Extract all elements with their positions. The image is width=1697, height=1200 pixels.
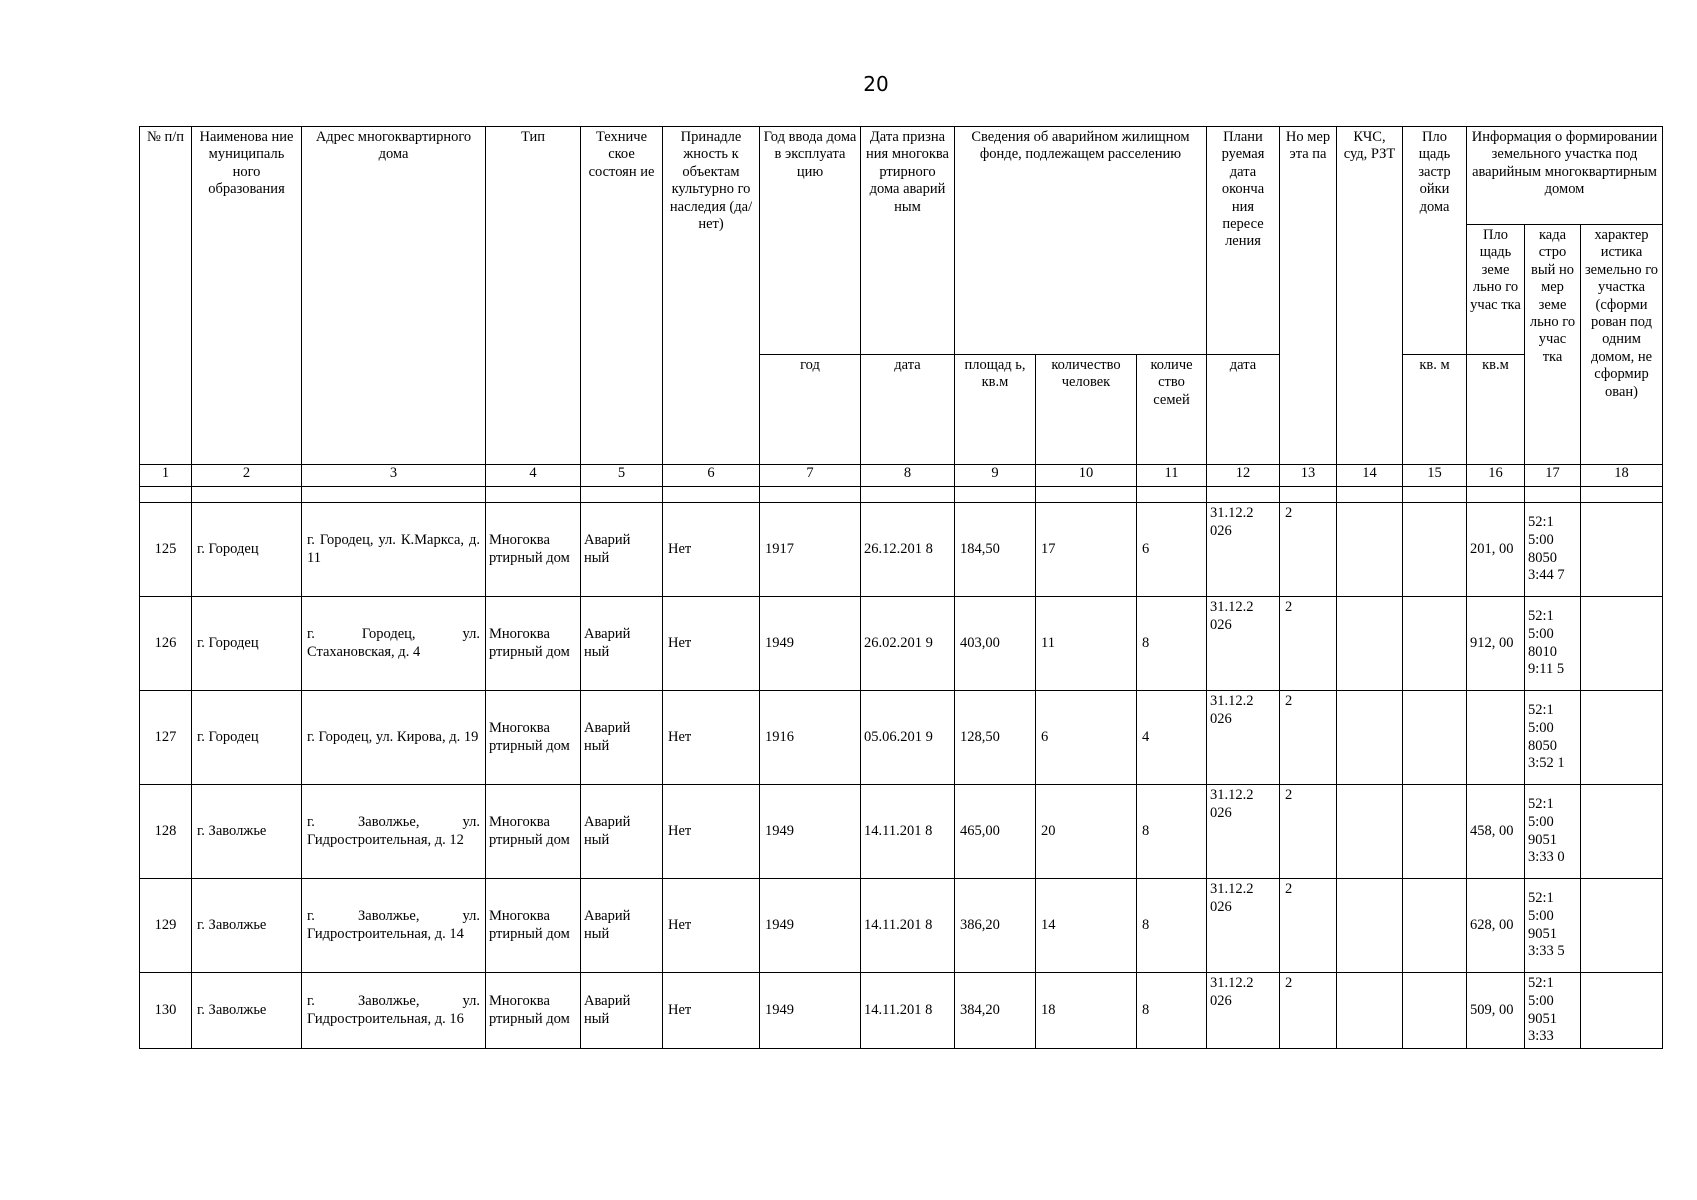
cell-technical-state: Аварий ный [581, 503, 663, 597]
spacer-row [140, 487, 1663, 503]
cell-cadastral-number: 52:1 5:00 9051 3:33 [1525, 973, 1581, 1049]
cell-kchs-value [1337, 597, 1403, 691]
cell-stage-number: 2 [1280, 785, 1337, 879]
cell-address: г. Городец, ул. Кирова, д. 19 [302, 691, 486, 785]
header-number: № п/п [140, 127, 192, 465]
cell-build-area [1403, 503, 1467, 597]
table-row [140, 597, 1663, 691]
cell-housing-area: 403,00 [955, 597, 1036, 691]
header-families-sub: количе ство семей [1137, 355, 1207, 465]
column-number: 4 [486, 465, 581, 487]
cell-commission-year: 1916 [760, 691, 861, 785]
cell-planned-date: 31.12.2 026 [1207, 973, 1280, 1049]
cell-row-number: 130 [140, 973, 192, 1049]
cell-stage-number: 2 [1280, 503, 1337, 597]
cell-commission-year: 1949 [760, 879, 861, 973]
cell-commission-year: 1949 [760, 973, 861, 1049]
column-number: 18 [1581, 465, 1663, 487]
cell-build-area [1403, 785, 1467, 879]
header-land-info: Информация о формировании земельного участка под аварийным многоквартирным домом [1467, 127, 1663, 225]
header-planned-date-sub: дата [1207, 355, 1280, 465]
cell-land-characteristic [1581, 879, 1663, 973]
cell-people-count: 14 [1036, 879, 1137, 973]
cell-technical-state: Аварий ный [581, 597, 663, 691]
cell-land-characteristic [1581, 597, 1663, 691]
header-land-area: Пло щадь земе льно го учас тка [1467, 225, 1525, 355]
cell-emergency-date: 14.11.201 8 [861, 785, 955, 879]
cell-land-area: 912, 00 [1467, 597, 1525, 691]
table-row [140, 691, 1663, 785]
cell-municipality: г. Заволжье [192, 973, 302, 1049]
cell-planned-date: 31.12.2 026 [1207, 597, 1280, 691]
cell-stage-number: 2 [1280, 597, 1337, 691]
column-number: 13 [1280, 465, 1337, 487]
cell-building-type: Многоква ртирный дом [486, 691, 581, 785]
header-land-characteristic: характер истика земельно го участка (сформи рован под одним домом, не сформир ован) [1581, 225, 1663, 465]
header-year-sub: год [760, 355, 861, 465]
cell-heritage-flag: Нет [663, 785, 760, 879]
header-planned-date: Плани руемая дата оконча ния пересе ления [1207, 127, 1280, 355]
cell-address: г. Заволжье, ул. Гидростроительная, д. 16 [302, 973, 486, 1049]
table-row [140, 973, 1663, 1049]
header-people-sub: количество человек [1036, 355, 1137, 465]
cell-building-type: Многоква ртирный дом [486, 597, 581, 691]
cell-cadastral-number: 52:1 5:00 9051 3:33 5 [1525, 879, 1581, 973]
column-number: 17 [1525, 465, 1581, 487]
header-emergency-fund: Сведения об аварийном жилищном фонде, подлежащем расселению [955, 127, 1207, 355]
cell-land-area: 201, 00 [1467, 503, 1525, 597]
cell-build-area [1403, 597, 1467, 691]
column-number: 9 [955, 465, 1036, 487]
cell-municipality: г. Городец [192, 503, 302, 597]
column-number: 12 [1207, 465, 1280, 487]
cell-building-type: Многоква ртирный дом [486, 973, 581, 1049]
cell-row-number: 127 [140, 691, 192, 785]
emergency-housing-table [139, 126, 1663, 1049]
column-number: 11 [1137, 465, 1207, 487]
cell-family-count: 6 [1137, 503, 1207, 597]
column-number: 1 [140, 465, 192, 487]
cell-build-area [1403, 879, 1467, 973]
cell-emergency-date: 14.11.201 8 [861, 973, 955, 1049]
cell-people-count: 20 [1036, 785, 1137, 879]
cell-heritage-flag: Нет [663, 597, 760, 691]
cell-municipality: г. Заволжье [192, 879, 302, 973]
cell-build-area [1403, 691, 1467, 785]
cell-family-count: 8 [1137, 973, 1207, 1049]
cell-municipality: г. Городец [192, 597, 302, 691]
column-number-row [140, 465, 1663, 487]
cell-building-type: Многоква ртирный дом [486, 879, 581, 973]
cell-row-number: 125 [140, 503, 192, 597]
header-emergency-date: Дата призна ния многоква ртирного дома аварий ным [861, 127, 955, 355]
cell-kchs-value [1337, 503, 1403, 597]
column-number: 10 [1036, 465, 1137, 487]
cell-row-number: 128 [140, 785, 192, 879]
cell-emergency-date: 05.06.201 9 [861, 691, 955, 785]
header-land-area-sub: кв.м [1467, 355, 1525, 465]
cell-row-number: 126 [140, 597, 192, 691]
column-number: 8 [861, 465, 955, 487]
table-row [140, 785, 1663, 879]
cell-building-type: Многоква ртирный дом [486, 503, 581, 597]
cell-technical-state: Аварий ный [581, 879, 663, 973]
column-number: 16 [1467, 465, 1525, 487]
column-number: 14 [1337, 465, 1403, 487]
cell-building-type: Многоква ртирный дом [486, 785, 581, 879]
cell-people-count: 11 [1036, 597, 1137, 691]
cell-address: г. Заволжье, ул. Гидростроительная, д. 14 [302, 879, 486, 973]
cell-cadastral-number: 52:1 5:00 8050 3:52 1 [1525, 691, 1581, 785]
cell-technical-state: Аварий ный [581, 691, 663, 785]
cell-stage-number: 2 [1280, 879, 1337, 973]
cell-family-count: 4 [1137, 691, 1207, 785]
cell-planned-date: 31.12.2 026 [1207, 691, 1280, 785]
cell-address: г. Заволжье, ул. Гидростроительная, д. 12 [302, 785, 486, 879]
cell-planned-date: 31.12.2 026 [1207, 503, 1280, 597]
cell-people-count: 17 [1036, 503, 1137, 597]
cell-heritage-flag: Нет [663, 691, 760, 785]
cell-commission-year: 1917 [760, 503, 861, 597]
header-commission-year: Год ввода дома в эксплуата цию [760, 127, 861, 355]
cell-technical-state: Аварий ный [581, 785, 663, 879]
cell-housing-area: 384,20 [955, 973, 1036, 1049]
cell-housing-area: 386,20 [955, 879, 1036, 973]
cell-family-count: 8 [1137, 597, 1207, 691]
header-address: Адрес многоквартирного дома [302, 127, 486, 465]
cell-emergency-date: 26.02.201 9 [861, 597, 955, 691]
cell-build-area [1403, 973, 1467, 1049]
cell-technical-state: Аварий ный [581, 973, 663, 1049]
header-type: Тип [486, 127, 581, 465]
cell-municipality: г. Городец [192, 691, 302, 785]
table-row [140, 503, 1663, 597]
cell-land-area: 458, 00 [1467, 785, 1525, 879]
table-row [140, 879, 1663, 973]
cell-heritage-flag: Нет [663, 879, 760, 973]
cell-land-characteristic [1581, 503, 1663, 597]
cell-commission-year: 1949 [760, 785, 861, 879]
cell-land-area: 509, 00 [1467, 973, 1525, 1049]
cell-cadastral-number: 52:1 5:00 8010 9:11 5 [1525, 597, 1581, 691]
header-stage-number: Но мер эта па [1280, 127, 1337, 465]
cell-housing-area: 184,50 [955, 503, 1036, 597]
header-technical-state: Техниче ское состоян ие [581, 127, 663, 465]
cell-commission-year: 1949 [760, 597, 861, 691]
cell-land-characteristic [1581, 785, 1663, 879]
header-date-sub: дата [861, 355, 955, 465]
header-area-sub: площад ь, кв.м [955, 355, 1036, 465]
cell-kchs-value [1337, 691, 1403, 785]
column-number: 7 [760, 465, 861, 487]
cell-stage-number: 2 [1280, 973, 1337, 1049]
header-build-area: Пло щадь застр ойки дома [1403, 127, 1467, 355]
cell-municipality: г. Заволжье [192, 785, 302, 879]
cell-land-characteristic [1581, 691, 1663, 785]
column-number: 15 [1403, 465, 1467, 487]
cell-land-area: 628, 00 [1467, 879, 1525, 973]
header-municipality: Наименова ние муниципаль ного образования [192, 127, 302, 465]
cell-housing-area: 465,00 [955, 785, 1036, 879]
cell-stage-number: 2 [1280, 691, 1337, 785]
cell-family-count: 8 [1137, 879, 1207, 973]
cell-people-count: 18 [1036, 973, 1137, 1049]
cell-address: г. Городец, ул. К.Маркса, д. 11 [302, 503, 486, 597]
cell-heritage-flag: Нет [663, 503, 760, 597]
page-number: 20 [863, 72, 889, 96]
column-number: 5 [581, 465, 663, 487]
cell-housing-area: 128,50 [955, 691, 1036, 785]
cell-kchs-value [1337, 973, 1403, 1049]
cell-heritage-flag: Нет [663, 973, 760, 1049]
cell-land-area [1467, 691, 1525, 785]
column-number: 2 [192, 465, 302, 487]
cell-kchs-value [1337, 785, 1403, 879]
cell-address: г. Городец, ул. Стахановская, д. 4 [302, 597, 486, 691]
column-number: 3 [302, 465, 486, 487]
cell-emergency-date: 26.12.201 8 [861, 503, 955, 597]
cell-planned-date: 31.12.2 026 [1207, 785, 1280, 879]
cell-cadastral-number: 52:1 5:00 9051 3:33 0 [1525, 785, 1581, 879]
cell-row-number: 129 [140, 879, 192, 973]
cell-kchs-value [1337, 879, 1403, 973]
column-number: 6 [663, 465, 760, 487]
cell-people-count: 6 [1036, 691, 1137, 785]
cell-family-count: 8 [1137, 785, 1207, 879]
cell-planned-date: 31.12.2 026 [1207, 879, 1280, 973]
header-build-area-sub: кв. м [1403, 355, 1467, 465]
header-cadastre: када стро вый но мер земе льно го учас тка [1525, 225, 1581, 465]
cell-land-characteristic [1581, 973, 1663, 1049]
cell-cadastral-number: 52:1 5:00 8050 3:44 7 [1525, 503, 1581, 597]
header-kchs: КЧС, суд, РЗТ [1337, 127, 1403, 465]
header-heritage: Принадле жность к объектам культурно го наследия (да/нет) [663, 127, 760, 465]
cell-emergency-date: 14.11.201 8 [861, 879, 955, 973]
